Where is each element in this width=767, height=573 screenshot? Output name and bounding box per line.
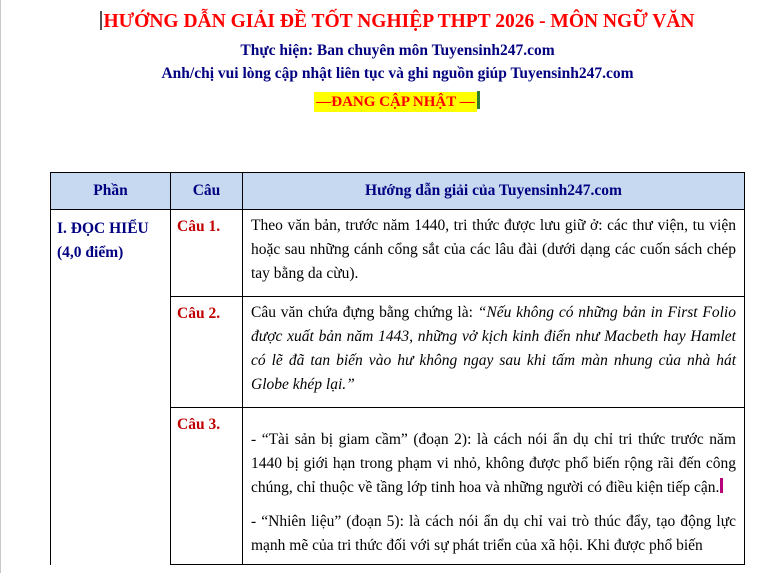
answer-prefix: Câu văn chứa đựng bằng chứng là: (251, 304, 478, 321)
section-cell (51, 210, 171, 565)
answer-quote: “Nếu không có những bản in First Folio được xuất bản năm 1443, những vở kịch kinh điển như Macbeth hay Hamlet có lẽ đã tan biến vào hư không ngay sau khi tấm màn nhung của nhà hát Globe khép lại.” (251, 304, 736, 393)
column-header-part: Phần (51, 173, 171, 210)
table-row (51, 210, 745, 297)
answer-text: Theo văn bản, trước năm 1440, tri thức được lưu giữ ở: các thư viện, tu viện hoặc sau những cánh cổng sắt của các lâu đài (dưới dạng các cuốn sách chép tay bằng da cừu). (251, 217, 736, 282)
answer-table (50, 172, 745, 565)
section-points: (4,0 điểm) (57, 244, 124, 261)
subtitle-author: Thực hiện: Ban chuyên môn Tuyensinh247.com (240, 42, 555, 59)
answer-paragraph: - “Nhiên liệu” (đoạn 5): là cách nói ẩn dụ chỉ vai trò thúc đẩy, tạo động lực mạnh mẽ của tri thức đối với sự phát triển của xã hội. Khi được phổ biến (251, 513, 736, 554)
comment-marker-icon[interactable] (720, 478, 723, 493)
answer-cell (243, 408, 745, 565)
question-label: Câu 3. (171, 408, 243, 565)
subtitle-note: Anh/chị vui lòng cập nhật liên tục và ghi nguồn giúp Tuyensinh247.com (161, 65, 634, 82)
table-header-row (51, 173, 745, 210)
answer-cell (243, 297, 745, 408)
section-name: I. ĐỌC HIỂU (57, 220, 149, 237)
answer-paragraph-text: - “Tài sản bị giam cầm” (đoạn 2): là cách nói ẩn dụ chỉ tri thức trước năm 1440 bị giới hạn trong phạm vi nhỏ, không được phổ biến rộng rãi đến công chúng, chỉ thuộc về tầng lớp tinh hoa và những người có điều kiện tiếp cận. (251, 431, 736, 496)
answer-paragraph (251, 428, 736, 500)
question-label: Câu 2. (171, 297, 243, 408)
column-header-question: Câu (171, 173, 243, 210)
answer-cell (243, 210, 745, 297)
title-text: HƯỚNG DẪN GIẢI ĐỀ TỐT NGHIỆP THPT 2026 - MÔN NGỮ VĂN (103, 11, 695, 32)
answer-text (251, 301, 736, 397)
status-badge: —ĐANG CẬP NHẬT — (316, 94, 475, 110)
comment-marker-icon[interactable] (477, 91, 480, 109)
question-label: Câu 1. (171, 210, 243, 297)
page-edge (0, 0, 1, 573)
document-title (0, 11, 767, 33)
column-header-guide: Hướng dẫn giải của Tuyensinh247.com (243, 173, 745, 210)
status-line (0, 91, 767, 112)
